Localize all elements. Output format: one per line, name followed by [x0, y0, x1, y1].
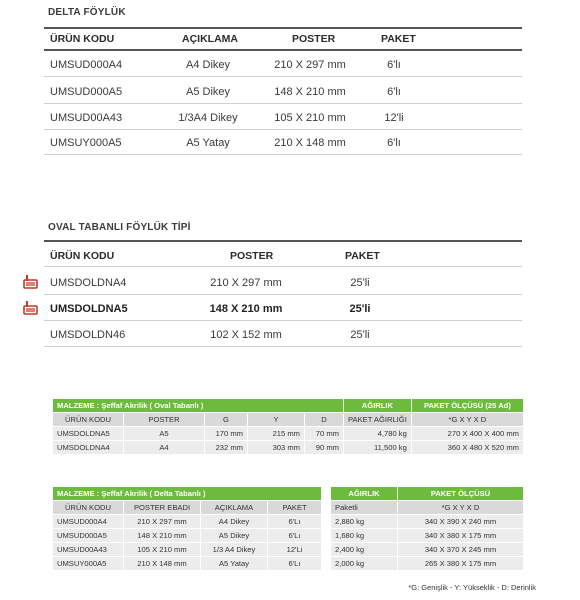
poster-size: 148 X 210 mm	[209, 303, 283, 315]
package-weight: 2,400 kg	[331, 543, 398, 557]
delta-header-code: ÜRÜN KODU	[50, 33, 115, 45]
divider	[44, 76, 522, 77]
col-header: PAKET	[268, 501, 322, 515]
col-header: Paketli	[331, 501, 398, 515]
width: 170 mm	[205, 427, 248, 441]
height: 303 mm	[248, 441, 305, 455]
poster-size: 210 X 148 mm	[124, 557, 201, 571]
col-header: G	[205, 413, 248, 427]
divider	[44, 49, 522, 51]
table-row	[331, 515, 524, 529]
package: 6'Lı	[268, 557, 322, 571]
product-code: UMSUY000A5	[53, 557, 124, 571]
product-code: UMSUD000A4	[53, 515, 124, 529]
package-size: 340 X 380 X 175 mm	[398, 529, 524, 543]
divider	[44, 240, 522, 242]
weight-header: AĞIRLIK	[344, 399, 412, 413]
poster-size: 148 X 210 mm	[274, 86, 346, 98]
col-header: PAKET AĞIRLIĞI	[344, 413, 412, 427]
spec-table-oval	[52, 398, 524, 455]
depth: 70 mm	[305, 427, 344, 441]
poster-size: 210 X 297 mm	[274, 59, 346, 71]
depth: 90 mm	[305, 441, 344, 455]
package-size: 265 X 380 X 175 mm	[398, 557, 524, 571]
table-row	[53, 529, 322, 543]
poster-size: 105 X 210 mm	[274, 112, 346, 124]
divider	[44, 154, 522, 155]
package-size: 340 X 390 X 240 mm	[398, 515, 524, 529]
oval-header-code: ÜRÜN KODU	[50, 250, 115, 262]
col-header: ÜRÜN KODU	[53, 501, 124, 515]
package: 6'lı	[387, 86, 401, 98]
package-weight: 11,500 kg	[344, 441, 412, 455]
description: A4 Dikey	[185, 59, 231, 71]
poster-size: 210 X 148 mm	[274, 137, 346, 149]
description: A5 Dikey	[201, 529, 268, 543]
package: 6'lı	[387, 59, 401, 71]
delta-section-title: DELTA FÖYLÜK	[48, 7, 126, 18]
table-row	[53, 427, 524, 441]
table-row	[331, 543, 524, 557]
table-row	[53, 557, 322, 571]
table-row	[53, 441, 524, 455]
poster: A5	[124, 427, 205, 441]
package-size-header: PAKET ÖLÇÜSÜ (25 Ad)	[411, 399, 523, 413]
package: 6'lı	[387, 137, 401, 149]
width: 232 mm	[205, 441, 248, 455]
delta-header-package: PAKET	[381, 33, 416, 45]
hanger-icon	[22, 301, 40, 315]
col-header: POSTER	[124, 413, 205, 427]
col-header: *G X Y X D	[411, 413, 523, 427]
description: A5 Yatay	[201, 557, 268, 571]
product-code: UMSUD000A5	[50, 86, 123, 98]
package: 25'li	[350, 329, 370, 341]
package-size: 270 X 400 X 400 mm	[411, 427, 523, 441]
table-row	[53, 543, 322, 557]
poster: A4	[124, 441, 205, 455]
product-code: UMSUD00A43	[53, 543, 124, 557]
material-label: MALZEME : Şeffaf Akrilik ( Delta Tabanlı )	[53, 487, 322, 501]
product-code: UMSDOLDNA5	[50, 303, 128, 315]
table-row	[53, 515, 322, 529]
package: 12'li	[384, 112, 404, 124]
package: 25'li	[350, 277, 370, 289]
package-size: 360 X 480 X 520 mm	[411, 441, 523, 455]
oval-section-title: OVAL TABANLI FÖYLÜK TİPİ	[48, 222, 191, 233]
package: 6'Lı	[268, 515, 322, 529]
divider	[44, 320, 522, 321]
col-header: AÇIKLAMA	[201, 501, 268, 515]
divider	[44, 103, 522, 104]
divider	[44, 294, 522, 295]
poster-size: 148 X 210 mm	[124, 529, 201, 543]
product-code: UMSDOLDNA4	[53, 441, 124, 455]
col-header: Y	[248, 413, 305, 427]
divider	[44, 129, 522, 130]
table-row	[331, 529, 524, 543]
divider	[44, 266, 522, 267]
poster-size: 210 X 297 mm	[124, 515, 201, 529]
package: 25'li	[349, 303, 371, 315]
poster-size: 105 X 210 mm	[124, 543, 201, 557]
description: 1/3 A4 Dikey	[201, 543, 268, 557]
table-row	[331, 557, 524, 571]
col-header: D	[305, 413, 344, 427]
product-code: UMSUD000A5	[53, 529, 124, 543]
spec-table-delta	[52, 486, 322, 571]
package-size: 340 X 370 X 245 mm	[398, 543, 524, 557]
col-header: POSTER EBADI	[124, 501, 201, 515]
delta-header-poster: POSTER	[292, 33, 336, 45]
description: 1/3A4 Dikey	[178, 112, 238, 124]
oval-header-poster: POSTER	[230, 250, 274, 262]
divider	[44, 27, 522, 29]
package-weight: 2,000 kg	[331, 557, 398, 571]
oval-header-package: PAKET	[345, 250, 380, 262]
weight-header: AĞIRLIK	[331, 487, 398, 501]
product-code: UMSDOLDN46	[50, 329, 126, 341]
height: 215 mm	[248, 427, 305, 441]
package-weight: 4,780 kg	[344, 427, 412, 441]
package-weight: 2,880 kg	[331, 515, 398, 529]
footnote: *G: Genişlik - Y: Yükseklik - D: Derinlik	[408, 583, 536, 592]
product-code: UMSDOLDNA5	[53, 427, 124, 441]
description: A4 Dikey	[201, 515, 268, 529]
divider	[44, 346, 522, 347]
poster-size: 210 X 297 mm	[210, 277, 282, 289]
col-header: ÜRÜN KODU	[53, 413, 124, 427]
description: A5 Dikey	[185, 86, 231, 98]
package: 12'Li	[268, 543, 322, 557]
delta-header-description: AÇIKLAMA	[182, 33, 238, 45]
spec-table-delta-package	[330, 486, 524, 571]
poster-size: 102 X 152 mm	[210, 329, 282, 341]
description: A5 Yatay	[186, 137, 230, 149]
col-header: *G X Y X D	[398, 501, 524, 515]
product-code: UMSUY000A5	[50, 137, 122, 149]
product-code: UMSUD00A43	[50, 112, 123, 124]
hanger-icon	[22, 275, 40, 289]
package-weight: 1,680 kg	[331, 529, 398, 543]
product-code: UMSDOLDNA4	[50, 277, 127, 289]
product-code: UMSUD000A4	[50, 59, 123, 71]
package-size-header: PAKET ÖLÇÜSÜ	[398, 487, 524, 501]
material-label: MALZEME : Şeffaf Akrilik ( Oval Tabanlı )	[53, 399, 344, 413]
package: 6'Lı	[268, 529, 322, 543]
